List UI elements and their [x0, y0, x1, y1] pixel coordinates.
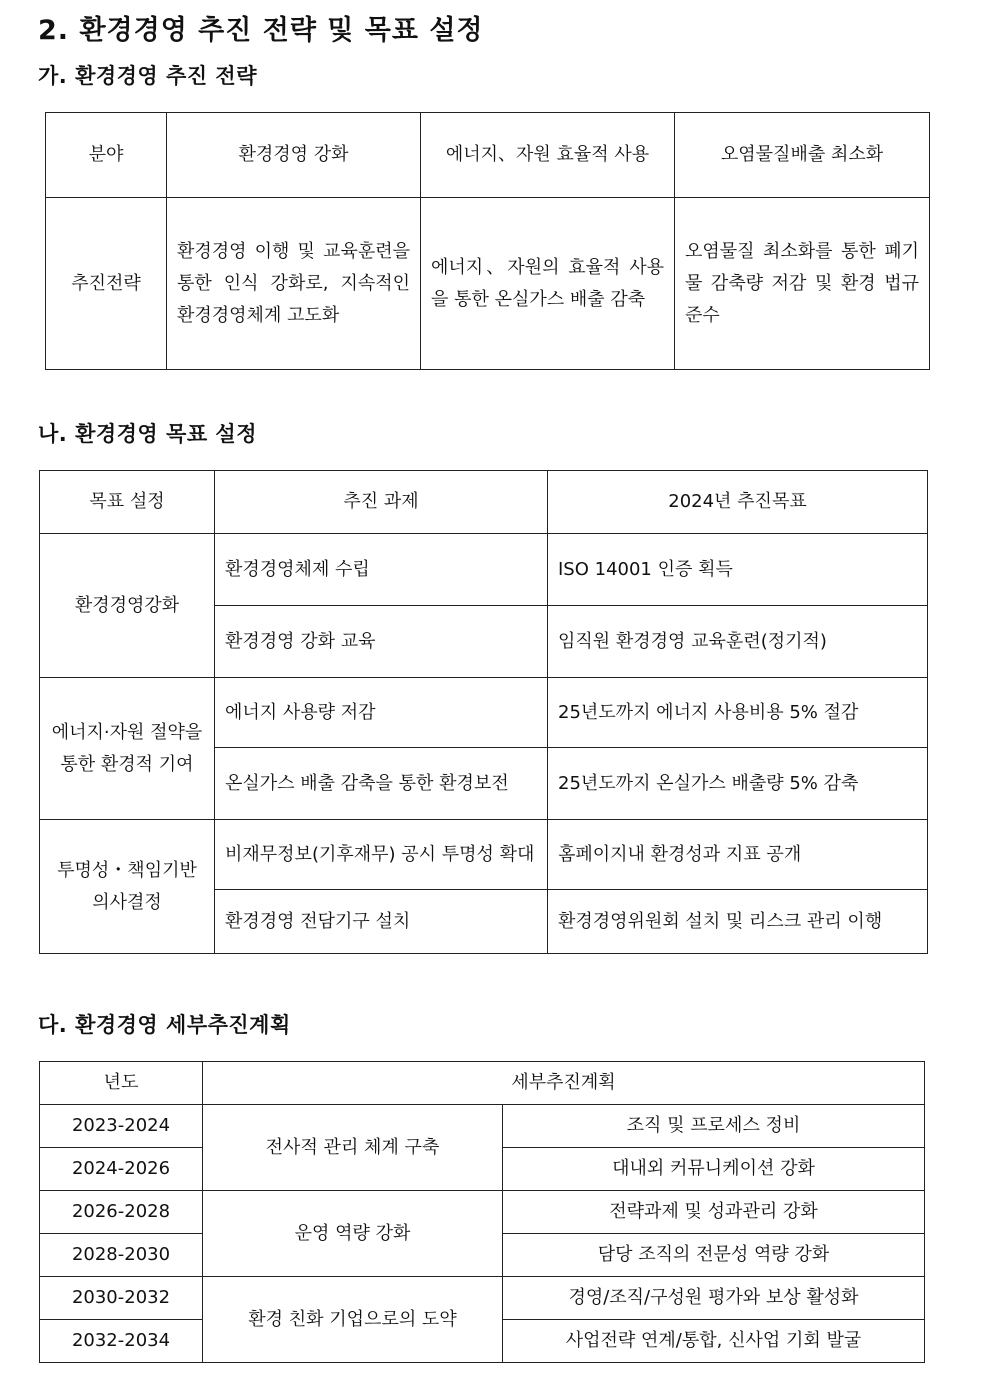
strategy-field: 에너지、자원 효율적 사용: [421, 113, 675, 198]
strategy-table: [45, 112, 930, 370]
year-cell: 2030-2032: [40, 1277, 203, 1320]
strategy-row-label: 추진전략: [46, 198, 167, 370]
task-cell: 환경경영 강화 교육: [215, 606, 548, 678]
target-cell: 환경경영위원회 설치 및 리스크 관리 이행: [548, 890, 928, 954]
strategy-text: 오염물질 최소화를 통한 폐기물 감축량 저감 및 환경 법규 준수: [675, 198, 930, 370]
detail-cell: 사업전략 연계/통합, 신사업 기회 발굴: [503, 1320, 925, 1363]
strategy-header-label: 분야: [46, 113, 167, 198]
year-cell: 2026-2028: [40, 1191, 203, 1234]
phase-cell: 운영 역량 강화: [203, 1191, 503, 1277]
plan-table: [39, 1061, 925, 1363]
strategy-field: 오염물질배출 최소화: [675, 113, 930, 198]
year-cell: 2023-2024: [40, 1105, 203, 1148]
task-cell: 환경경영 전담기구 설치: [215, 890, 548, 954]
detail-cell: 대내외 커뮤니케이션 강화: [503, 1148, 925, 1191]
target-cell: 임직원 환경경영 교육훈련(정기적): [548, 606, 928, 678]
strategy-text: 환경경영 이행 및 교육훈련을 통한 인식 강화로, 지속적인 환경경영체계 고도화: [167, 198, 421, 370]
goal-cell: 투명성・책임기반 의사결정: [40, 820, 215, 954]
strategy-heading: 가. 환경경영 추진 전략: [38, 64, 257, 88]
section-title: 2. 환경경영 추진 전략 및 목표 설정: [38, 15, 484, 46]
target-cell: ISO 14001 인증 획득: [548, 534, 928, 606]
year-cell: 2024-2026: [40, 1148, 203, 1191]
goals-header: 추진 과제: [215, 471, 548, 534]
detail-cell: 담당 조직의 전문성 역량 강화: [503, 1234, 925, 1277]
goals-header: 목표 설정: [40, 471, 215, 534]
task-cell: 온실가스 배출 감축을 통한 환경보전: [215, 748, 548, 820]
detail-cell: 경영/조직/구성원 평가와 보상 활성화: [503, 1277, 925, 1320]
goals-table: [39, 470, 928, 954]
target-cell: 25년도까지 온실가스 배출량 5% 감축: [548, 748, 928, 820]
task-cell: 비재무정보(기후재무) 공시 투명성 확대: [215, 820, 548, 890]
phase-cell: 전사적 관리 체계 구축: [203, 1105, 503, 1191]
year-cell: 2028-2030: [40, 1234, 203, 1277]
detail-cell: 전략과제 및 성과관리 강화: [503, 1191, 925, 1234]
plan-header: 세부추진계획: [203, 1062, 925, 1105]
target-cell: 홈페이지내 환경성과 지표 공개: [548, 820, 928, 890]
goal-cell: 에너지·자원 절약을 통한 환경적 기여: [40, 678, 215, 820]
target-cell: 25년도까지 에너지 사용비용 5% 절감: [548, 678, 928, 748]
task-cell: 환경경영체제 수립: [215, 534, 548, 606]
goals-header: 2024년 추진목표: [548, 471, 928, 534]
goals-heading: 나. 환경경영 목표 설정: [38, 422, 257, 446]
detail-cell: 조직 및 프로세스 정비: [503, 1105, 925, 1148]
phase-cell: 환경 친화 기업으로의 도약: [203, 1277, 503, 1363]
plan-heading: 다. 환경경영 세부추진계획: [38, 1013, 291, 1037]
goal-cell: 환경경영강화: [40, 534, 215, 678]
year-cell: 2032-2034: [40, 1320, 203, 1363]
task-cell: 에너지 사용량 저감: [215, 678, 548, 748]
plan-header: 년도: [40, 1062, 203, 1105]
strategy-field: 환경경영 강화: [167, 113, 421, 198]
strategy-text: 에너지、자원의 효율적 사용을 통한 온실가스 배출 감축: [421, 198, 675, 370]
